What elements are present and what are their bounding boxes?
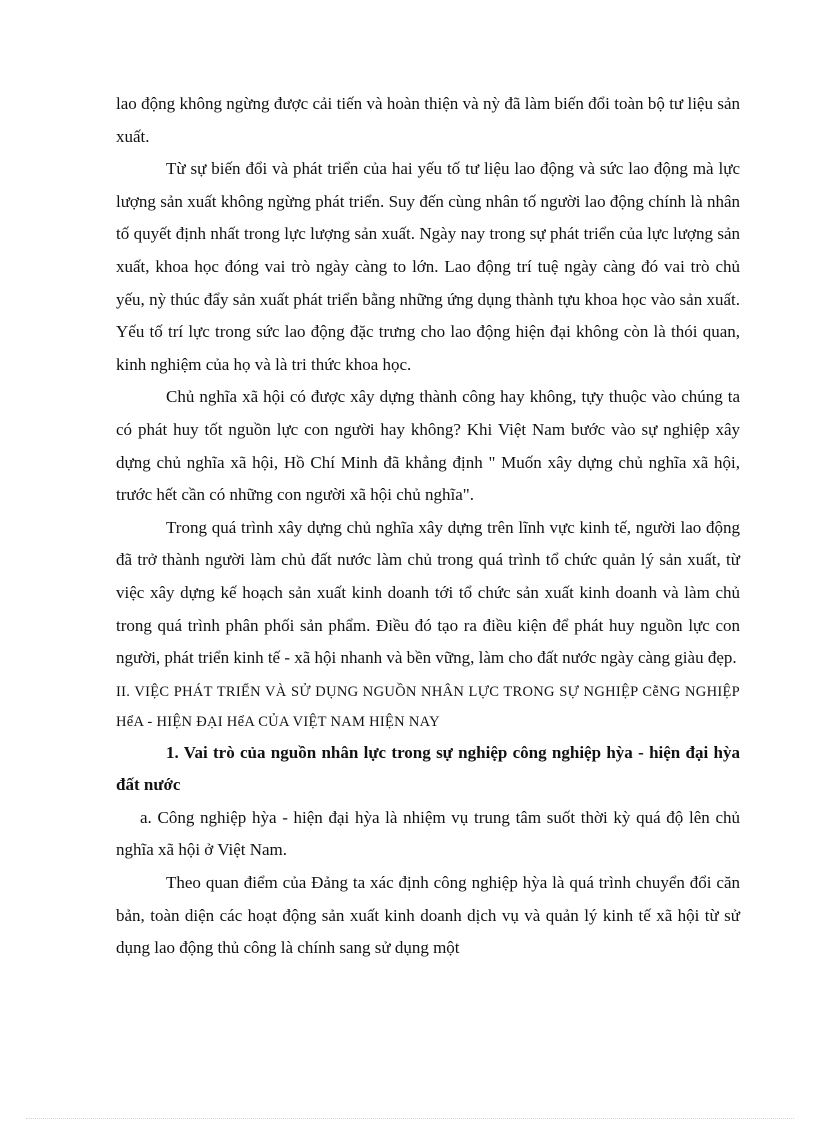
subsection-heading: 1. Vai trò của nguồn nhân lực trong sự nghiệp công nghiệp hỳa - hiện đại hỳa đất nước — [116, 742, 740, 795]
section-heading: II. VIỆC PHÁT TRIỂN VÀ SỬ DỤNG NGUỒN NHÂN LỰC TRONG SỰ NGHIỆP CễNG NGHIỆP HểA - HIỆN ĐẠI HểA CỦA VIỆT NAM HIỆN NAY — [116, 683, 740, 730]
paragraph-industrialization-task: a. Công nghiệp hỳa - hiện đại hỳa là nhiệm vụ trung tâm suốt thời kỳ quá độ lên chủ nghĩa xã hội ở Việt Nam. — [116, 807, 740, 860]
paragraph-continuation: lao động không ngừng được cải tiến và hoàn thiện và nỳ đã làm biến đổi toàn bộ tư liệu sản xuất. — [116, 94, 740, 146]
paragraph-party-viewpoint: Theo quan điểm của Đảng ta xác định công nghiệp hỳa là quá trình chuyển đổi căn bản, toàn diện các hoạt động sản xuất kinh doanh dịch vụ và quản lý kinh tế xã hội từ sử dụng lao động thủ công là chính sang sử dụng một — [116, 873, 740, 958]
document-body — [116, 88, 740, 965]
paragraph-workers-as-masters: Trong quá trình xây dựng chủ nghĩa xây dựng trên lĩnh vực kinh tế, người lao động đã trở thành người làm chủ đất nước làm chủ trong quá trình tổ chức quản lý sản xuất, từ việc xây dựng kế hoạch sản xuất kinh doanh tới tổ chức sản xuất kinh doanh và làm chủ trong quá trình phân phối sản phẩm. Điều đó tạo ra điều kiện để phát huy nguồn lực con người, phát triển kinh tế - xã hội nhanh và bền vững, làm cho đất nước ngày càng giàu đẹp. — [116, 517, 740, 668]
paragraph-production-forces: Từ sự biến đổi và phát triển của hai yếu tố tư liệu lao động và sức lao động mà lực lượng sản xuất không ngừng phát triển. Suy đến cùng nhân tố người lao động chính là nhân tố quyết định nhất trong lực lượng sản xuất. Ngày nay trong sự phát triển của lực lượng sản xuất, khoa học đóng vai trò ngày càng to lớn. Lao động trí tuệ ngày càng đó vai trò chủ yếu, nỳ thúc đẩy sản xuất phát triển bằng những ứng dụng thành tựu khoa học vào sản xuất. Yếu tố trí lực trong sức lao động đặc trưng cho lao động hiện đại không còn là thói quan, kinh nghiệm của họ và là tri thức khoa học. — [116, 159, 740, 374]
paragraph-socialism-human-resources: Chủ nghĩa xã hội có được xây dựng thành công hay không, tựy thuộc vào chúng ta có phát huy tốt nguồn lực con người hay không? Khi Việt Nam bước vào sự nghiệp xây dựng chủ nghĩa xã hội, Hồ Chí Minh đã khẳng định " Muốn xây dựng chủ nghĩa xã hội, trước hết cần có những con người xã hội chủ nghĩa". — [116, 387, 740, 505]
page-bottom-divider — [26, 1118, 794, 1119]
